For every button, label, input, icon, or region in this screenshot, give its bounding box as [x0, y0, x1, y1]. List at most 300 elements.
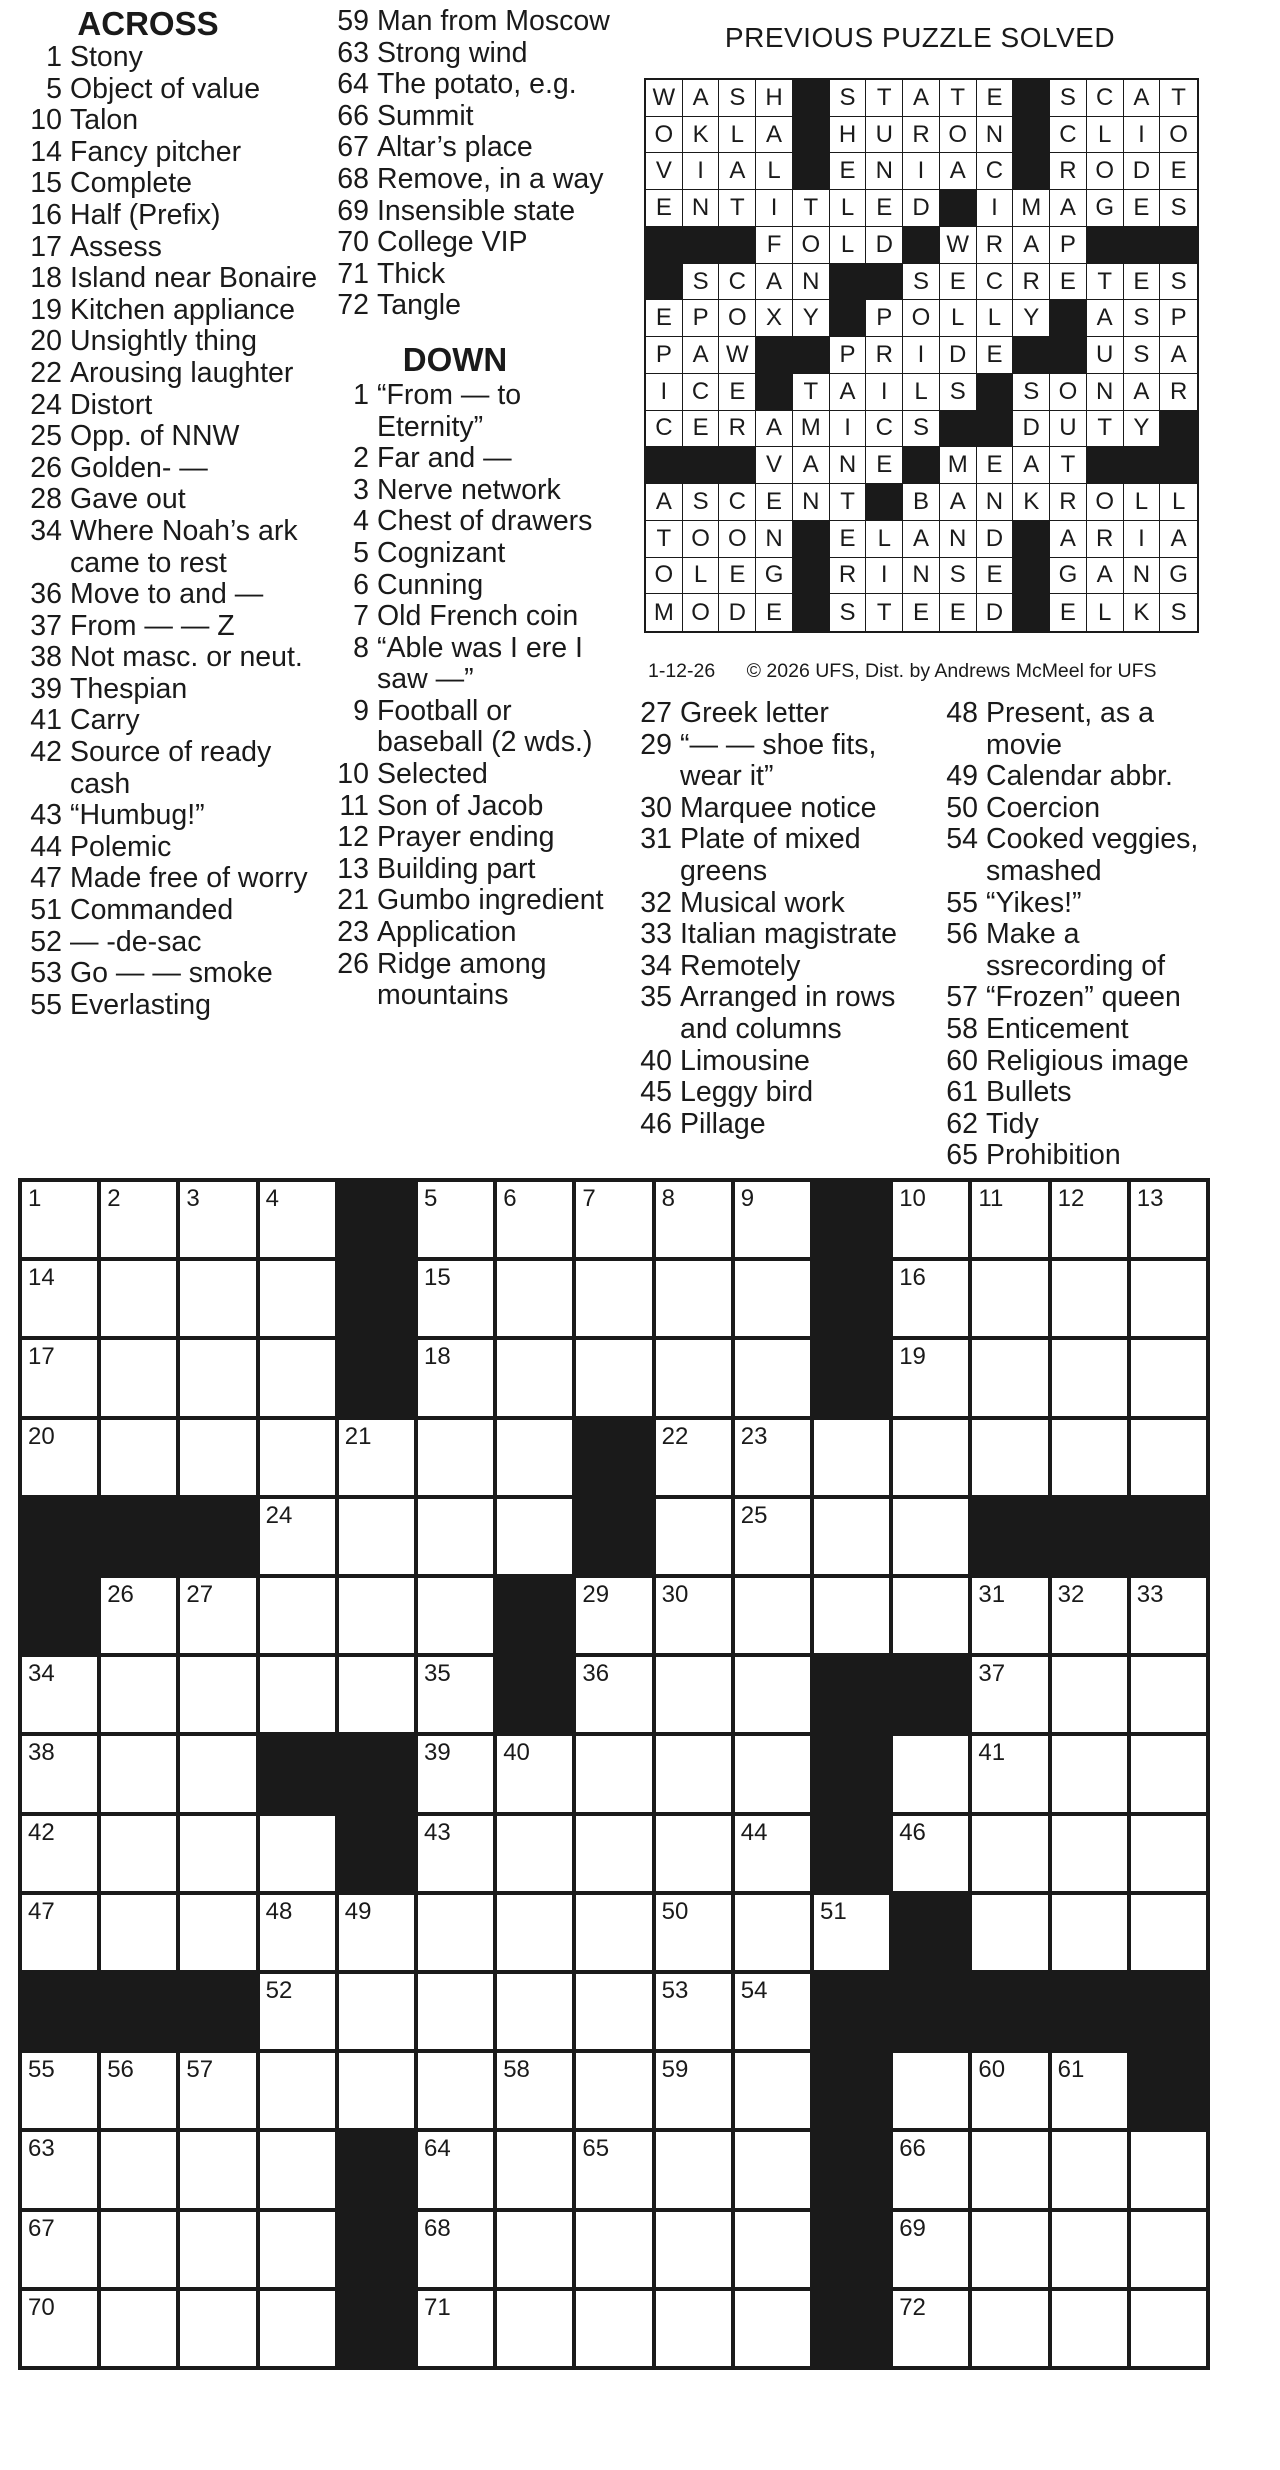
- grid-cell[interactable]: [1131, 1182, 1206, 1257]
- clue-text: Polemic: [70, 830, 172, 863]
- grid-cell[interactable]: [22, 1736, 97, 1811]
- clue-text: Opp. of NNW: [70, 420, 240, 453]
- grid-cell[interactable]: [576, 1657, 651, 1732]
- grid-cell[interactable]: [22, 1261, 97, 1336]
- grid-cell[interactable]: [893, 2132, 968, 2207]
- grid-cell[interactable]: [735, 1816, 810, 1891]
- solution-cell: G: [1160, 558, 1197, 595]
- grid-cell[interactable]: [656, 1895, 731, 1970]
- clue-text: Carry: [70, 704, 140, 737]
- clue-text: Summit: [377, 99, 474, 132]
- grid-cell[interactable]: [101, 1895, 176, 1970]
- clue-number: 6: [353, 568, 369, 601]
- grid-cell[interactable]: [339, 1895, 414, 1970]
- grid-cell[interactable]: [497, 1261, 572, 1336]
- grid-cell[interactable]: [1131, 1261, 1206, 1336]
- clue-number: 50: [946, 791, 978, 824]
- grid-cell[interactable]: [22, 2132, 97, 2207]
- down-clue: [934, 761, 1234, 793]
- grid-cell[interactable]: [418, 1261, 493, 1336]
- grid-cell[interactable]: [814, 1895, 889, 1970]
- down-clue: [325, 917, 625, 949]
- grid-cell[interactable]: [576, 2053, 651, 2128]
- grid-cell[interactable]: [735, 1420, 810, 1495]
- across-clue: [18, 958, 318, 990]
- down-clue: [325, 696, 625, 759]
- grid-cell[interactable]: [418, 1736, 493, 1811]
- solution-cell: S: [719, 80, 756, 117]
- grid-cell[interactable]: [576, 2291, 651, 2366]
- grid-cell[interactable]: [1131, 2212, 1206, 2287]
- solution-cell: L: [940, 300, 977, 337]
- grid-cell[interactable]: [497, 2291, 572, 2366]
- clue-number: 22: [30, 356, 62, 389]
- grid-cell[interactable]: [735, 2132, 810, 2207]
- clue-column-1: [18, 6, 318, 1021]
- down-clue: [325, 854, 625, 886]
- grid-cell[interactable]: [418, 1578, 493, 1653]
- grid-cell[interactable]: [1052, 1895, 1127, 1970]
- cell-number: 25: [740, 1501, 768, 1529]
- grid-cell[interactable]: [735, 1499, 810, 1574]
- grid-cell[interactable]: [180, 1578, 255, 1653]
- grid-cell[interactable]: [893, 1340, 968, 1415]
- grid-cell[interactable]: [1131, 1578, 1206, 1653]
- grid-cell[interactable]: [497, 2212, 572, 2287]
- grid-cell[interactable]: [735, 1974, 810, 2049]
- grid-cell[interactable]: [1131, 1340, 1206, 1415]
- clue-column-2: [325, 6, 625, 1012]
- grid-cell[interactable]: [656, 2132, 731, 2207]
- grid-cell[interactable]: [972, 1182, 1047, 1257]
- grid-cell[interactable]: [735, 1578, 810, 1653]
- down-clue: [934, 982, 1234, 1014]
- grid-cell[interactable]: [576, 2132, 651, 2207]
- clue-number: 18: [30, 262, 62, 295]
- grid-cell[interactable]: [260, 1499, 335, 1574]
- grid-cell[interactable]: [418, 2212, 493, 2287]
- grid-cell[interactable]: [576, 2212, 651, 2287]
- grid-cell[interactable]: [735, 2212, 810, 2287]
- solution-cell: D: [866, 227, 903, 264]
- grid-cell[interactable]: [1052, 2212, 1127, 2287]
- grid-cell[interactable]: [260, 1974, 335, 2049]
- grid-cell[interactable]: [972, 1816, 1047, 1891]
- grid-cell[interactable]: [1052, 1578, 1127, 1653]
- grid-cell[interactable]: [735, 1895, 810, 1970]
- grid-cell[interactable]: [260, 1340, 335, 1415]
- grid-cell[interactable]: [497, 1736, 572, 1811]
- grid-cell[interactable]: [180, 2053, 255, 2128]
- clue-number: 51: [30, 894, 62, 927]
- grid-cell[interactable]: [260, 1895, 335, 1970]
- solution-cell: E: [756, 484, 793, 521]
- grid-cell[interactable]: [180, 1420, 255, 1495]
- grid-cell[interactable]: [972, 2053, 1047, 2128]
- cell-number: 36: [582, 1660, 610, 1688]
- down-clue: [325, 885, 625, 917]
- clue-number: 57: [946, 981, 978, 1014]
- grid-cell[interactable]: [101, 2291, 176, 2366]
- grid-cell[interactable]: [893, 2053, 968, 2128]
- solution-cell: C: [1050, 117, 1087, 154]
- grid-cell[interactable]: [22, 1657, 97, 1732]
- clue-number: 65: [946, 1139, 978, 1172]
- solution-black-cell: [793, 594, 830, 631]
- grid-cell[interactable]: [972, 1895, 1047, 1970]
- grid-cell[interactable]: [814, 1499, 889, 1574]
- grid-cell[interactable]: [656, 1499, 731, 1574]
- across-clue: [325, 38, 625, 70]
- solution-cell: A: [793, 447, 830, 484]
- clue-number: 26: [337, 947, 369, 980]
- grid-cell[interactable]: [735, 1657, 810, 1732]
- grid-cell[interactable]: [576, 1895, 651, 1970]
- grid-cell[interactable]: [180, 2291, 255, 2366]
- grid-cell[interactable]: [260, 2291, 335, 2366]
- grid-cell[interactable]: [339, 1578, 414, 1653]
- grid-cell[interactable]: [1052, 2291, 1127, 2366]
- solution-cell: L: [830, 227, 867, 264]
- grid-cell[interactable]: [22, 1816, 97, 1891]
- grid-cell[interactable]: [656, 1261, 731, 1336]
- grid-cell[interactable]: [497, 1895, 572, 1970]
- grid-cell[interactable]: [656, 1420, 731, 1495]
- clue-text: Gumbo ingredient: [377, 884, 604, 917]
- clue-number: 25: [30, 420, 62, 453]
- grid-cell[interactable]: [418, 1182, 493, 1257]
- grid-cell[interactable]: [180, 1182, 255, 1257]
- clue-number: 49: [946, 760, 978, 793]
- grid-cell[interactable]: [893, 1578, 968, 1653]
- grid-cell[interactable]: [656, 1816, 731, 1891]
- grid-cell[interactable]: [656, 1736, 731, 1811]
- cell-number: 51: [819, 1897, 847, 1925]
- grid-cell[interactable]: [418, 1816, 493, 1891]
- grid-cell[interactable]: [1052, 1736, 1127, 1811]
- clue-text: Greek letter: [680, 697, 829, 729]
- across-clue: [18, 863, 318, 895]
- grid-cell[interactable]: [972, 1578, 1047, 1653]
- clue-text: Marquee notice: [680, 791, 877, 824]
- grid-cell[interactable]: [418, 1499, 493, 1574]
- grid-cell[interactable]: [972, 1420, 1047, 1495]
- grid-cell[interactable]: [1131, 2132, 1206, 2207]
- cell-number: 69: [899, 2214, 926, 2242]
- grid-cell[interactable]: [339, 1499, 414, 1574]
- grid-cell[interactable]: [497, 1340, 572, 1415]
- solution-black-cell: [1013, 153, 1050, 190]
- grid-cell[interactable]: [1052, 1340, 1127, 1415]
- grid-cell[interactable]: [656, 1340, 731, 1415]
- grid-black-cell: [972, 1974, 1047, 2049]
- grid-cell[interactable]: [497, 1974, 572, 2049]
- grid-cell[interactable]: [260, 2212, 335, 2287]
- grid-cell[interactable]: [260, 2053, 335, 2128]
- clue-number: 34: [640, 949, 672, 982]
- grid-cell[interactable]: [735, 2291, 810, 2366]
- clue-number: 45: [640, 1076, 672, 1109]
- grid-cell[interactable]: [180, 1816, 255, 1891]
- grid-cell[interactable]: [101, 2053, 176, 2128]
- grid-cell[interactable]: [101, 1340, 176, 1415]
- clue-number: 15: [30, 167, 62, 200]
- solution-cell: R: [1160, 374, 1197, 411]
- grid-cell[interactable]: [735, 1261, 810, 1336]
- grid-cell[interactable]: [497, 2053, 572, 2128]
- grid-cell[interactable]: [893, 1420, 968, 1495]
- grid-cell[interactable]: [1131, 1657, 1206, 1732]
- grid-cell[interactable]: [1052, 1261, 1127, 1336]
- solution-cell: L: [866, 521, 903, 558]
- grid-cell[interactable]: [260, 1182, 335, 1257]
- crossword-grid: [18, 1178, 1210, 2370]
- grid-cell[interactable]: [22, 2053, 97, 2128]
- grid-cell[interactable]: [101, 1657, 176, 1732]
- grid-cell[interactable]: [972, 1657, 1047, 1732]
- grid-cell[interactable]: [814, 1420, 889, 1495]
- grid-cell[interactable]: [656, 1578, 731, 1653]
- grid-cell[interactable]: [260, 2132, 335, 2207]
- grid-cell[interactable]: [260, 1261, 335, 1336]
- grid-cell[interactable]: [418, 2291, 493, 2366]
- solution-cell: E: [1124, 264, 1161, 301]
- grid-cell[interactable]: [418, 2132, 493, 2207]
- grid-cell[interactable]: [101, 1578, 176, 1653]
- grid-cell[interactable]: [22, 2291, 97, 2366]
- grid-cell[interactable]: [260, 1578, 335, 1653]
- solution-cell: U: [1050, 411, 1087, 448]
- grid-cell[interactable]: [735, 1340, 810, 1415]
- grid-cell[interactable]: [260, 1816, 335, 1891]
- grid-cell[interactable]: [101, 1816, 176, 1891]
- clue-number: 48: [946, 697, 978, 729]
- clue-number: 60: [946, 1044, 978, 1077]
- solution-cell: U: [1087, 337, 1124, 374]
- grid-cell[interactable]: [418, 1895, 493, 1970]
- solution-cell: I: [903, 153, 940, 190]
- grid-cell[interactable]: [893, 1499, 968, 1574]
- grid-cell[interactable]: [101, 2212, 176, 2287]
- across-clue: [325, 132, 625, 164]
- grid-cell[interactable]: [260, 1657, 335, 1732]
- across-clue: [325, 164, 625, 196]
- grid-cell[interactable]: [1131, 1420, 1206, 1495]
- down-clue: [934, 1046, 1234, 1078]
- grid-cell[interactable]: [1052, 2132, 1127, 2207]
- grid-cell[interactable]: [180, 1340, 255, 1415]
- cell-number: 44: [740, 1818, 768, 1846]
- grid-cell[interactable]: [893, 1182, 968, 1257]
- clue-text: Thespian: [70, 672, 188, 705]
- across-clue: [325, 69, 625, 101]
- clue-text: Present, as a movie: [986, 697, 1154, 761]
- grid-cell[interactable]: [656, 2053, 731, 2128]
- grid-cell[interactable]: [576, 1974, 651, 2049]
- solution-cell: S: [1050, 80, 1087, 117]
- grid-cell[interactable]: [576, 1816, 651, 1891]
- grid-cell[interactable]: [893, 1736, 968, 1811]
- solution-black-cell: [646, 264, 683, 301]
- clue-text: Leggy bird: [680, 1076, 814, 1109]
- grid-cell[interactable]: [656, 1182, 731, 1257]
- grid-cell[interactable]: [180, 1657, 255, 1732]
- grid-cell[interactable]: [101, 1736, 176, 1811]
- solution-cell: T: [866, 80, 903, 117]
- grid-cell[interactable]: [180, 2132, 255, 2207]
- cell-number: 58: [503, 2056, 530, 2084]
- clue-number: 59: [337, 5, 369, 37]
- grid-cell[interactable]: [180, 1736, 255, 1811]
- grid-cell[interactable]: [893, 1816, 968, 1891]
- solution-cell: D: [1124, 153, 1161, 190]
- grid-black-cell: [497, 1657, 572, 1732]
- cell-number: 38: [28, 1739, 55, 1767]
- grid-cell[interactable]: [418, 1340, 493, 1415]
- grid-cell[interactable]: [656, 2212, 731, 2287]
- solution-cell: N: [793, 484, 830, 521]
- grid-cell[interactable]: [735, 1736, 810, 1811]
- grid-cell[interactable]: [180, 1895, 255, 1970]
- grid-black-cell: [1131, 1499, 1206, 1574]
- grid-cell[interactable]: [656, 1657, 731, 1732]
- grid-cell[interactable]: [576, 1578, 651, 1653]
- grid-cell[interactable]: [418, 1657, 493, 1732]
- grid-cell[interactable]: [735, 1182, 810, 1257]
- clue-number: 64: [337, 68, 369, 101]
- grid-cell[interactable]: [497, 1420, 572, 1495]
- grid-cell[interactable]: [1131, 1736, 1206, 1811]
- down-clues-part3: [934, 698, 1234, 1172]
- grid-cell[interactable]: [972, 2212, 1047, 2287]
- grid-cell[interactable]: [339, 1420, 414, 1495]
- grid-cell[interactable]: [339, 2053, 414, 2128]
- cell-number: 68: [423, 2214, 451, 2242]
- cell-number: 26: [107, 1580, 134, 1608]
- cell-number: 65: [582, 2135, 610, 2163]
- grid-cell[interactable]: [893, 1261, 968, 1336]
- grid-cell[interactable]: [418, 2053, 493, 2128]
- grid-cell[interactable]: [339, 1974, 414, 2049]
- solution-cell: E: [1050, 264, 1087, 301]
- grid-black-cell: [101, 1974, 176, 2049]
- grid-cell[interactable]: [893, 2291, 968, 2366]
- grid-cell[interactable]: [497, 1499, 572, 1574]
- clue-number: 68: [337, 162, 369, 195]
- grid-cell[interactable]: [656, 2291, 731, 2366]
- grid-cell[interactable]: [1052, 1816, 1127, 1891]
- down-clue: [934, 1014, 1234, 1046]
- grid-cell[interactable]: [497, 1816, 572, 1891]
- grid-cell[interactable]: [22, 1895, 97, 1970]
- clue-text: Tangle: [377, 289, 461, 322]
- cell-number: 24: [265, 1501, 293, 1529]
- down-clue: [325, 949, 625, 1012]
- cell-number: 6: [503, 1185, 517, 1212]
- solution-cell: S: [903, 411, 940, 448]
- grid-cell[interactable]: [22, 1182, 97, 1257]
- grid-cell[interactable]: [972, 2132, 1047, 2207]
- grid-cell[interactable]: [814, 1578, 889, 1653]
- cell-number: 43: [423, 1818, 451, 1846]
- grid-black-cell: [339, 2291, 414, 2366]
- clue-number: 13: [337, 852, 369, 885]
- grid-cell[interactable]: [101, 2132, 176, 2207]
- grid-cell[interactable]: [656, 1974, 731, 2049]
- grid-cell[interactable]: [22, 1420, 97, 1495]
- grid-cell[interactable]: [497, 1182, 572, 1257]
- grid-cell[interactable]: [735, 2053, 810, 2128]
- grid-cell[interactable]: [180, 2212, 255, 2287]
- grid-black-cell: [339, 1261, 414, 1336]
- clue-text: Half (Prefix): [70, 198, 221, 231]
- grid-cell[interactable]: [972, 1340, 1047, 1415]
- grid-cell[interactable]: [418, 1420, 493, 1495]
- solution-cell: R: [977, 227, 1014, 264]
- clue-number: 70: [337, 226, 369, 259]
- solution-cell: P: [1160, 300, 1197, 337]
- solution-cell: Y: [1013, 300, 1050, 337]
- grid-cell[interactable]: [972, 1261, 1047, 1336]
- grid-cell[interactable]: [893, 2212, 968, 2287]
- grid-cell[interactable]: [180, 1261, 255, 1336]
- grid-cell[interactable]: [101, 1261, 176, 1336]
- grid-cell[interactable]: [1052, 1420, 1127, 1495]
- across-clue: [325, 290, 625, 322]
- grid-cell[interactable]: [1052, 2053, 1127, 2128]
- grid-cell[interactable]: [1052, 1182, 1127, 1257]
- grid-cell[interactable]: [339, 1657, 414, 1732]
- cell-number: 59: [661, 2056, 689, 2084]
- grid-cell[interactable]: [576, 1340, 651, 1415]
- grid-cell[interactable]: [1131, 2291, 1206, 2366]
- clue-text: The potato, e.g.: [377, 68, 577, 101]
- grid-black-cell: [339, 2132, 414, 2207]
- cell-number: 54: [740, 1976, 768, 2004]
- cell-number: 12: [1057, 1185, 1085, 1212]
- solution-cell: A: [940, 153, 977, 190]
- grid-cell[interactable]: [101, 1182, 176, 1257]
- across-clue: [18, 263, 318, 295]
- grid-cell[interactable]: [1052, 1657, 1127, 1732]
- grid-cell[interactable]: [972, 1736, 1047, 1811]
- grid-cell[interactable]: [101, 1420, 176, 1495]
- grid-cell[interactable]: [22, 2212, 97, 2287]
- grid-cell[interactable]: [576, 1736, 651, 1811]
- grid-cell[interactable]: [972, 2291, 1047, 2366]
- grid-cell[interactable]: [1131, 1816, 1206, 1891]
- clue-number: 53: [30, 957, 62, 990]
- grid-cell[interactable]: [22, 1340, 97, 1415]
- clue-text: Son of Jacob: [377, 789, 544, 822]
- cell-number: 2: [107, 1185, 121, 1212]
- grid-cell[interactable]: [497, 2132, 572, 2207]
- clue-text: “From — to Eternity”: [377, 378, 522, 443]
- clue-text: College VIP: [377, 226, 528, 259]
- clue-text: Arousing laughter: [70, 356, 294, 389]
- grid-black-cell: [339, 2212, 414, 2287]
- down-clue: [934, 1109, 1234, 1141]
- clue-number: 43: [30, 799, 62, 832]
- down-clue: [325, 443, 625, 475]
- grid-cell[interactable]: [576, 1182, 651, 1257]
- clue-text: Football or baseball (2 wds.): [377, 694, 593, 759]
- grid-cell[interactable]: [1131, 1895, 1206, 1970]
- grid-cell[interactable]: [576, 1261, 651, 1336]
- grid-cell[interactable]: [260, 1420, 335, 1495]
- grid-cell[interactable]: [418, 1974, 493, 2049]
- solution-cell: K: [1013, 484, 1050, 521]
